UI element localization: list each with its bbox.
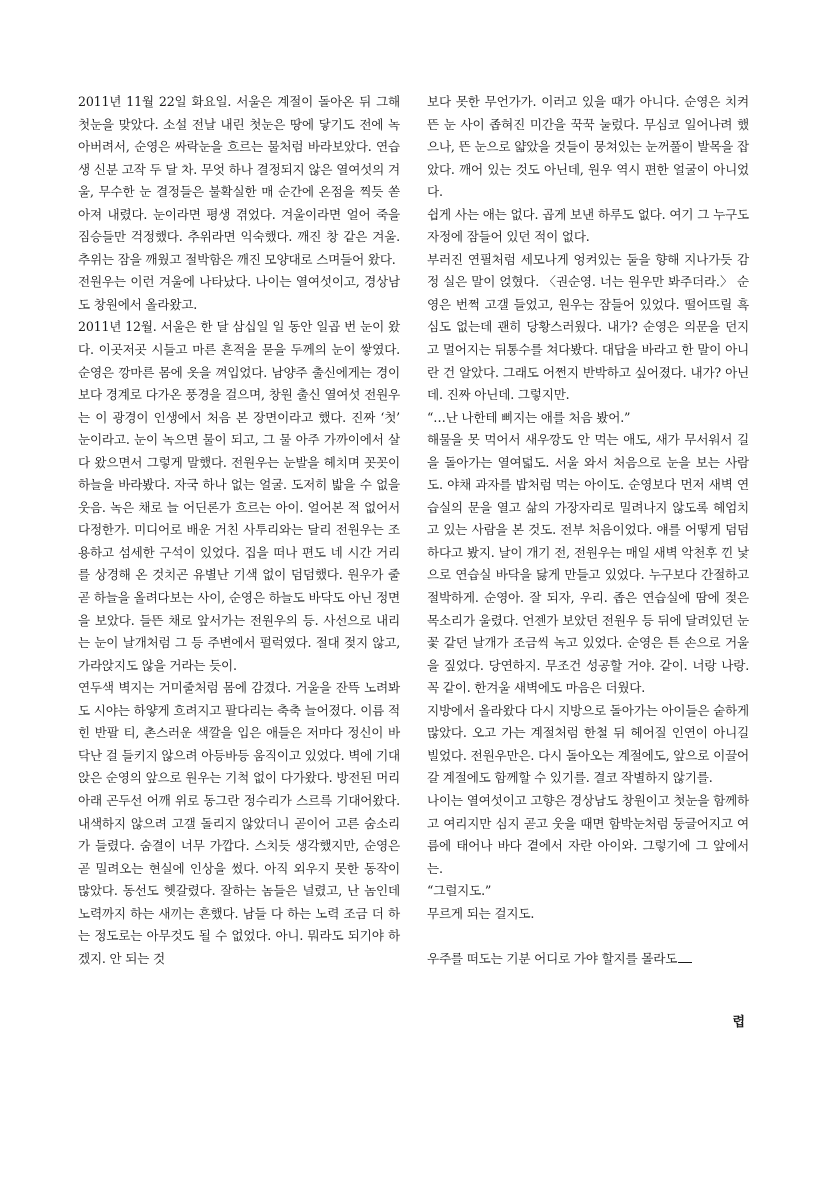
closing-line [427, 948, 749, 971]
right-text-column [427, 91, 749, 970]
paragraph: 보다 못한 무언가가. 이러고 있을 때가 아니다. 순영은 치켜뜬 눈 사이 좁혀진 미간을 꾹꾹 눌렀다. 무심코 일어나려 했으나, 뜬 눈으로 얇았을 것들이 뭉쳐있는 눈꺼풀이 발목을 잡았다. 깨어 있는 것도 아닌데, 원우 역시 편한 얼굴이 아니었다. [427, 94, 749, 200]
spacer [427, 925, 749, 948]
paragraph: 전원우는 이런 겨울에 나타났다. 나이는 열여섯이고, 경상남도 창원에서 올라왔고. [78, 274, 400, 312]
left-text-column [78, 91, 400, 970]
paragraph: 나이는 열여섯이고 고향은 경상남도 창원이고 첫눈을 함께하고 여리지만 심지 곧고 웃을 때면 함박눈처럼 둥글어지고 여름에 태어나 바다 곁에서 자란 아이와. 그렇기에 그 앞에서는. [427, 792, 749, 876]
paragraph: 지방에서 올라왔다 다시 지방으로 돌아가는 아이들은 숱하게 많았다. 오고 가는 계절처럼 한철 뒤 헤어질 인연이 아니길 빌었다. 전원우만은. 다시 돌아오는 계절에도, 앞으로 이끌어 갈 계절에도 함께할 수 있기를. 결코 작별하지 않기를. [427, 702, 749, 786]
paragraph: 2011년 11월 22일 화요일. 서울은 계절이 돌아온 뒤 그해 첫눈을 맞았다. 소설 전날 내린 첫눈은 땅에 닿기도 전에 녹아버려서, 순영은 싸락눈을 흐르는 물처럼 바라보았다. 연습생 신분 고작 두 달 차. 무엇 하나 결정되지 않은 열여섯의 겨울, 무수한 눈 결정들은 불확실한 매 순간에 온점을 찍듯 쏟아져 내렸다. 눈이라면 평생 겪었다. 겨울이라면 얼어 죽을 짐승들만 걱정했다. 추위라면 익숙했다. 깨진 창 같은 겨울. 추위는 잠을 깨웠고 절박함은 깨진 모양대로 스며들어 왔다. [78, 94, 400, 267]
paragraph: 연두색 벽지는 거미줄처럼 몸에 감겼다. 거울을 잔뜩 노려봐도 시야는 하얗게 흐려지고 팔다리는 축축 늘어졌다. 이름 적힌 반팔 티, 촌스러운 색깔을 입은 애들은 저마다 정신이 바닥난 걸 들키지 않으려 아등바등 움직이고 있었다. 벽에 기대앉은 순영의 앞으로 원우는 기척 없이 다가왔다. 방전된 머리 아래 곤두선 어깨 위로 동그란 정수리가 스르륵 기대어왔다. 내색하지 않으려 고갤 돌리지 않았더니 곧이어 고른 숨소리가 들렸다. 숨결이 너무 가깝다. 스치듯 생각했지만, 순영은 곧 밀려오는 현실에 인상을 썼다. 아직 외우지 못한 동작이 많았다. 동선도 헷갈렸다. 잘하는 놈들은 널렸고, 난 놈인데 노력까지 하는 새끼는 흔했다. 남들 다 하는 노력 조금 더 하는 정도로는 아무것도 될 수 없었다. 아니. 뭐라도 되기야 하겠지. 안 되는 것 [78, 680, 400, 966]
closing-line-text: 우주를 떠도는 기분 어디로 가야 할지를 몰라도 [427, 950, 678, 966]
paragraph: 쉽게 사는 애는 없다. 곱게 보낸 하루도 없다. 여기 그 누구도 자정에 잠들어 있던 적이 없다. [427, 206, 749, 245]
paragraph: 부러진 연필처럼 세모나게 엉켜있는 둘을 향해 지나가듯 감정 실은 말이 얹혔다. 〈권순영. 너는 원우만 봐주더라.〉 순영은 번쩍 고갤 들었고, 원우는 잠들어 있었다. 떨어뜨릴 흑심도 없는데 괜히 당황스러웠다. 내가? 순영은 의문을 던지고 멀어지는 뒤통수를 쳐다봤다. 대답을 바라고 한 말이 아니란 건 알았다. 그래도 어쩐지 반박하고 싶어졌다. 내가? 아닌데. 진짜 아닌데. 그렇지만. [427, 251, 749, 403]
paragraph: 무르게 되는 걸지도. [427, 905, 535, 921]
end-mark [678, 961, 692, 963]
dialogue-line: “…난 나한테 삐지는 애를 처음 봤어.” [427, 409, 631, 425]
author-signoff: 렵 [732, 1015, 745, 1030]
paragraph: 해물을 못 먹어서 새우깡도 안 먹는 애도, 새가 무서워서 길을 돌아가는 열여덟도. 서울 와서 처음으로 눈을 보는 사람도. 야채 과자를 밥처럼 먹는 아이도. 순영보다 먼저 새벽 연습실의 문을 열고 삶의 가장자리로 밀려나지 않도록 헤엄치고 있는 사람을 본 것도. 전부 처음이었다. 얘를 어떻게 덤덤하다고 봤지. 날이 개기 전, 전원우는 매일 새벽 악천후 낀 낯으로 연습실 바닥을 닳게 만들고 있었다. 누구보다 간절하고 절박하게. 순영아. 잘 되자, 우리. 좁은 연습실에 땀에 젖은 목소리가 울렸다. 언젠가 보았던 전원우 등 뒤에 달려있던 눈꽃 같던 날개가 조금씩 녹고 있었다. 순영은 튼 손으로 거울을 짚었다. 당연하지. 무조건 성공할 거야. 같이. 너랑 나랑. 꼭 같이. 한겨울 새벽에도 마음은 더웠다. [427, 432, 749, 696]
dialogue-line: “그럴지도.” [427, 883, 492, 899]
paragraph: 2011년 12월. 서울은 한 달 삼십일 일 동안 일곱 번 눈이 왔다. 이곳저곳 시들고 마른 흔적을 묻을 두께의 눈이 쌓였다. 순영은 깡마른 몸에 옷을 껴입었다. 남양주 출신에게는 경이보다 경계로 다가온 풍경을 걸으며, 창원 출신 열여섯 전원우는 이 광경이 인생에서 처음 본 장면이라고 했다. 진짜 ‘첫’ 눈이라고. 눈이 녹으면 물이 되고, 그 물 아주 가까이에서 살다 왔으면서 그렇게 말했다. 전원우는 눈발을 헤치며 꼿꼿이 하늘을 바라봤다. 자국 하나 없는 얼굴. 도저히 밟을 수 없을 웃음. 녹은 채로 늘 어딘론가 흐르는 아이. 얼어본 적 없어서 다정한가. 미디어로 배운 거친 사투리와는 달리 전원우는 조용하고 섬세한 구석이 있었다. 집을 떠나 편도 네 시간 거리를 상경해 온 것치곤 유별난 기색 없이 덤덤했다. 원우가 줄곧 하늘을 올려다보는 사이, 순영은 하늘도 바닥도 아닌 정면을 보았다. 들뜬 채로 앞서가는 전원우의 등. 사선으로 내리는 눈이 날개처럼 그 등 주변에서 펄럭였다. 절대 젖지 않고, 가라앉지도 않을 거라는 듯이. [78, 319, 400, 673]
